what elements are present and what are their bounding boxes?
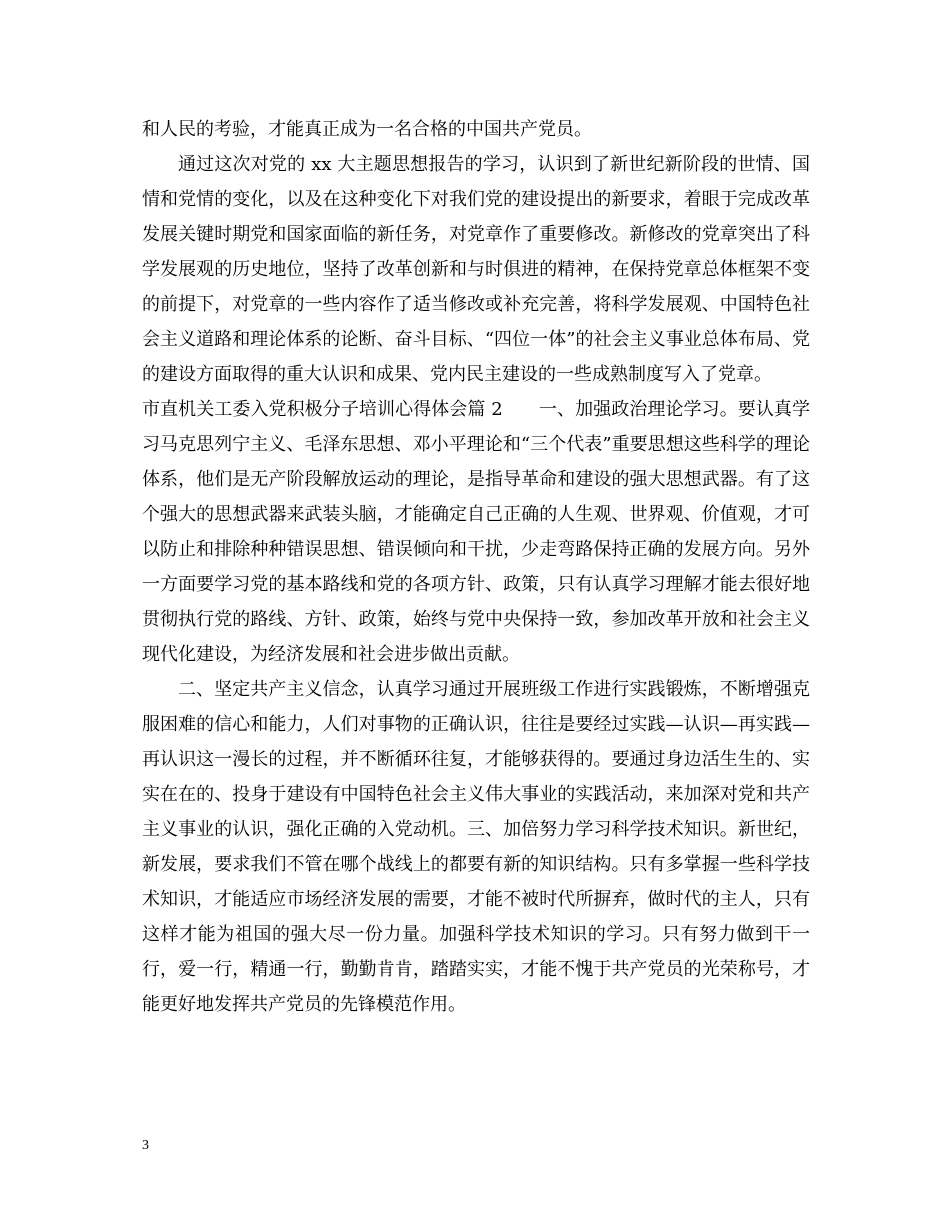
paragraph-continuation: 和人民的考验，才能真正成为一名合格的中国共产党员。 (142, 119, 592, 140)
page-number: 3 (142, 1138, 149, 1153)
paragraph-article-2-section-1: 市直机关工委入党积极分子培训心得体会篇 2 一、加强政治理论学习。要认真学习马克思列宁主义、毛泽东思想、邓小平理论和“三个代表”重要思想这些科学的理论体系，他们是无产阶段解放运动的理论，是指导革命和建设的强大思想武器。有了这个强大的思想武器来武装头脑，才能确定自己正确的人生观、世界观、价值观，才可以防止和排除种种错误思想、错误倾向和干扰，少走弯路保持正确的发展方向。另外一方面要学习党的基本路线和党的各项方针、政策，只有认真学习理解才能去很好地贯彻执行党的路线、方针、政策，始终与党中央保持一致，参加改革开放和社会主义现代化建设，为经济发展和社会进步做出贡献。 (142, 399, 810, 665)
paragraph-party-constitution: 通过这次对党的 xx 大主题思想报告的学习，认识到了新世纪新阶段的世情、国情和党情的变化，以及在这种变化下对我们党的建设提出的新要求，着眼于完成改革发展关键时期党和国家面临的新任务，对党章作了重要修改。新修改的党章突出了科学发展观的历史地位，坚持了改革创新和与时俱进的精神，在保持党章总体框架不变的前提下，对党章的一些内容作了适当修改或补充完善，将科学发展观、中国特色社会主义道路和理论体系的论断、奋斗目标、“四位一体”的社会主义事业总体布局、党的建设方面取得的重大认识和成果、党内民主建设的一些成熟制度写入了党章。 (142, 154, 810, 385)
paragraph-section-2-3: 二、坚定共产主义信念，认真学习通过开展班级工作进行实践锻炼，不断增强克服困难的信心和能力，人们对事物的正确认识，往往是要经过实践—认识—再实践—再认识这一漫长的过程，并不断循环往复，才能够获得的。要通过身边活生生的、实实在在的、投身于建设有中国特色社会主义伟大事业的实践活动，来加深对党和共产主义事业的认识，强化正确的入党动机。三、加倍努力学习科学技术知识。新世纪，新发展，要求我们不管在哪个战线上的都要有新的知识结构。只有多掌握一些科学技术知识，才能适应市场经济发展的需要，才能不被时代所摒弃，做时代的主人，只有这样才能为祖国的强大尽一份力量。加强科学技术知识的学习。只有努力做到干一行，爱一行，精通一行，勤勤肯肯，踏踏实实，才能不愧于共产党员的光荣称号，才能更好地发挥共产党员的先锋模范作用。 (142, 679, 810, 1015)
document-body (142, 112, 810, 1022)
